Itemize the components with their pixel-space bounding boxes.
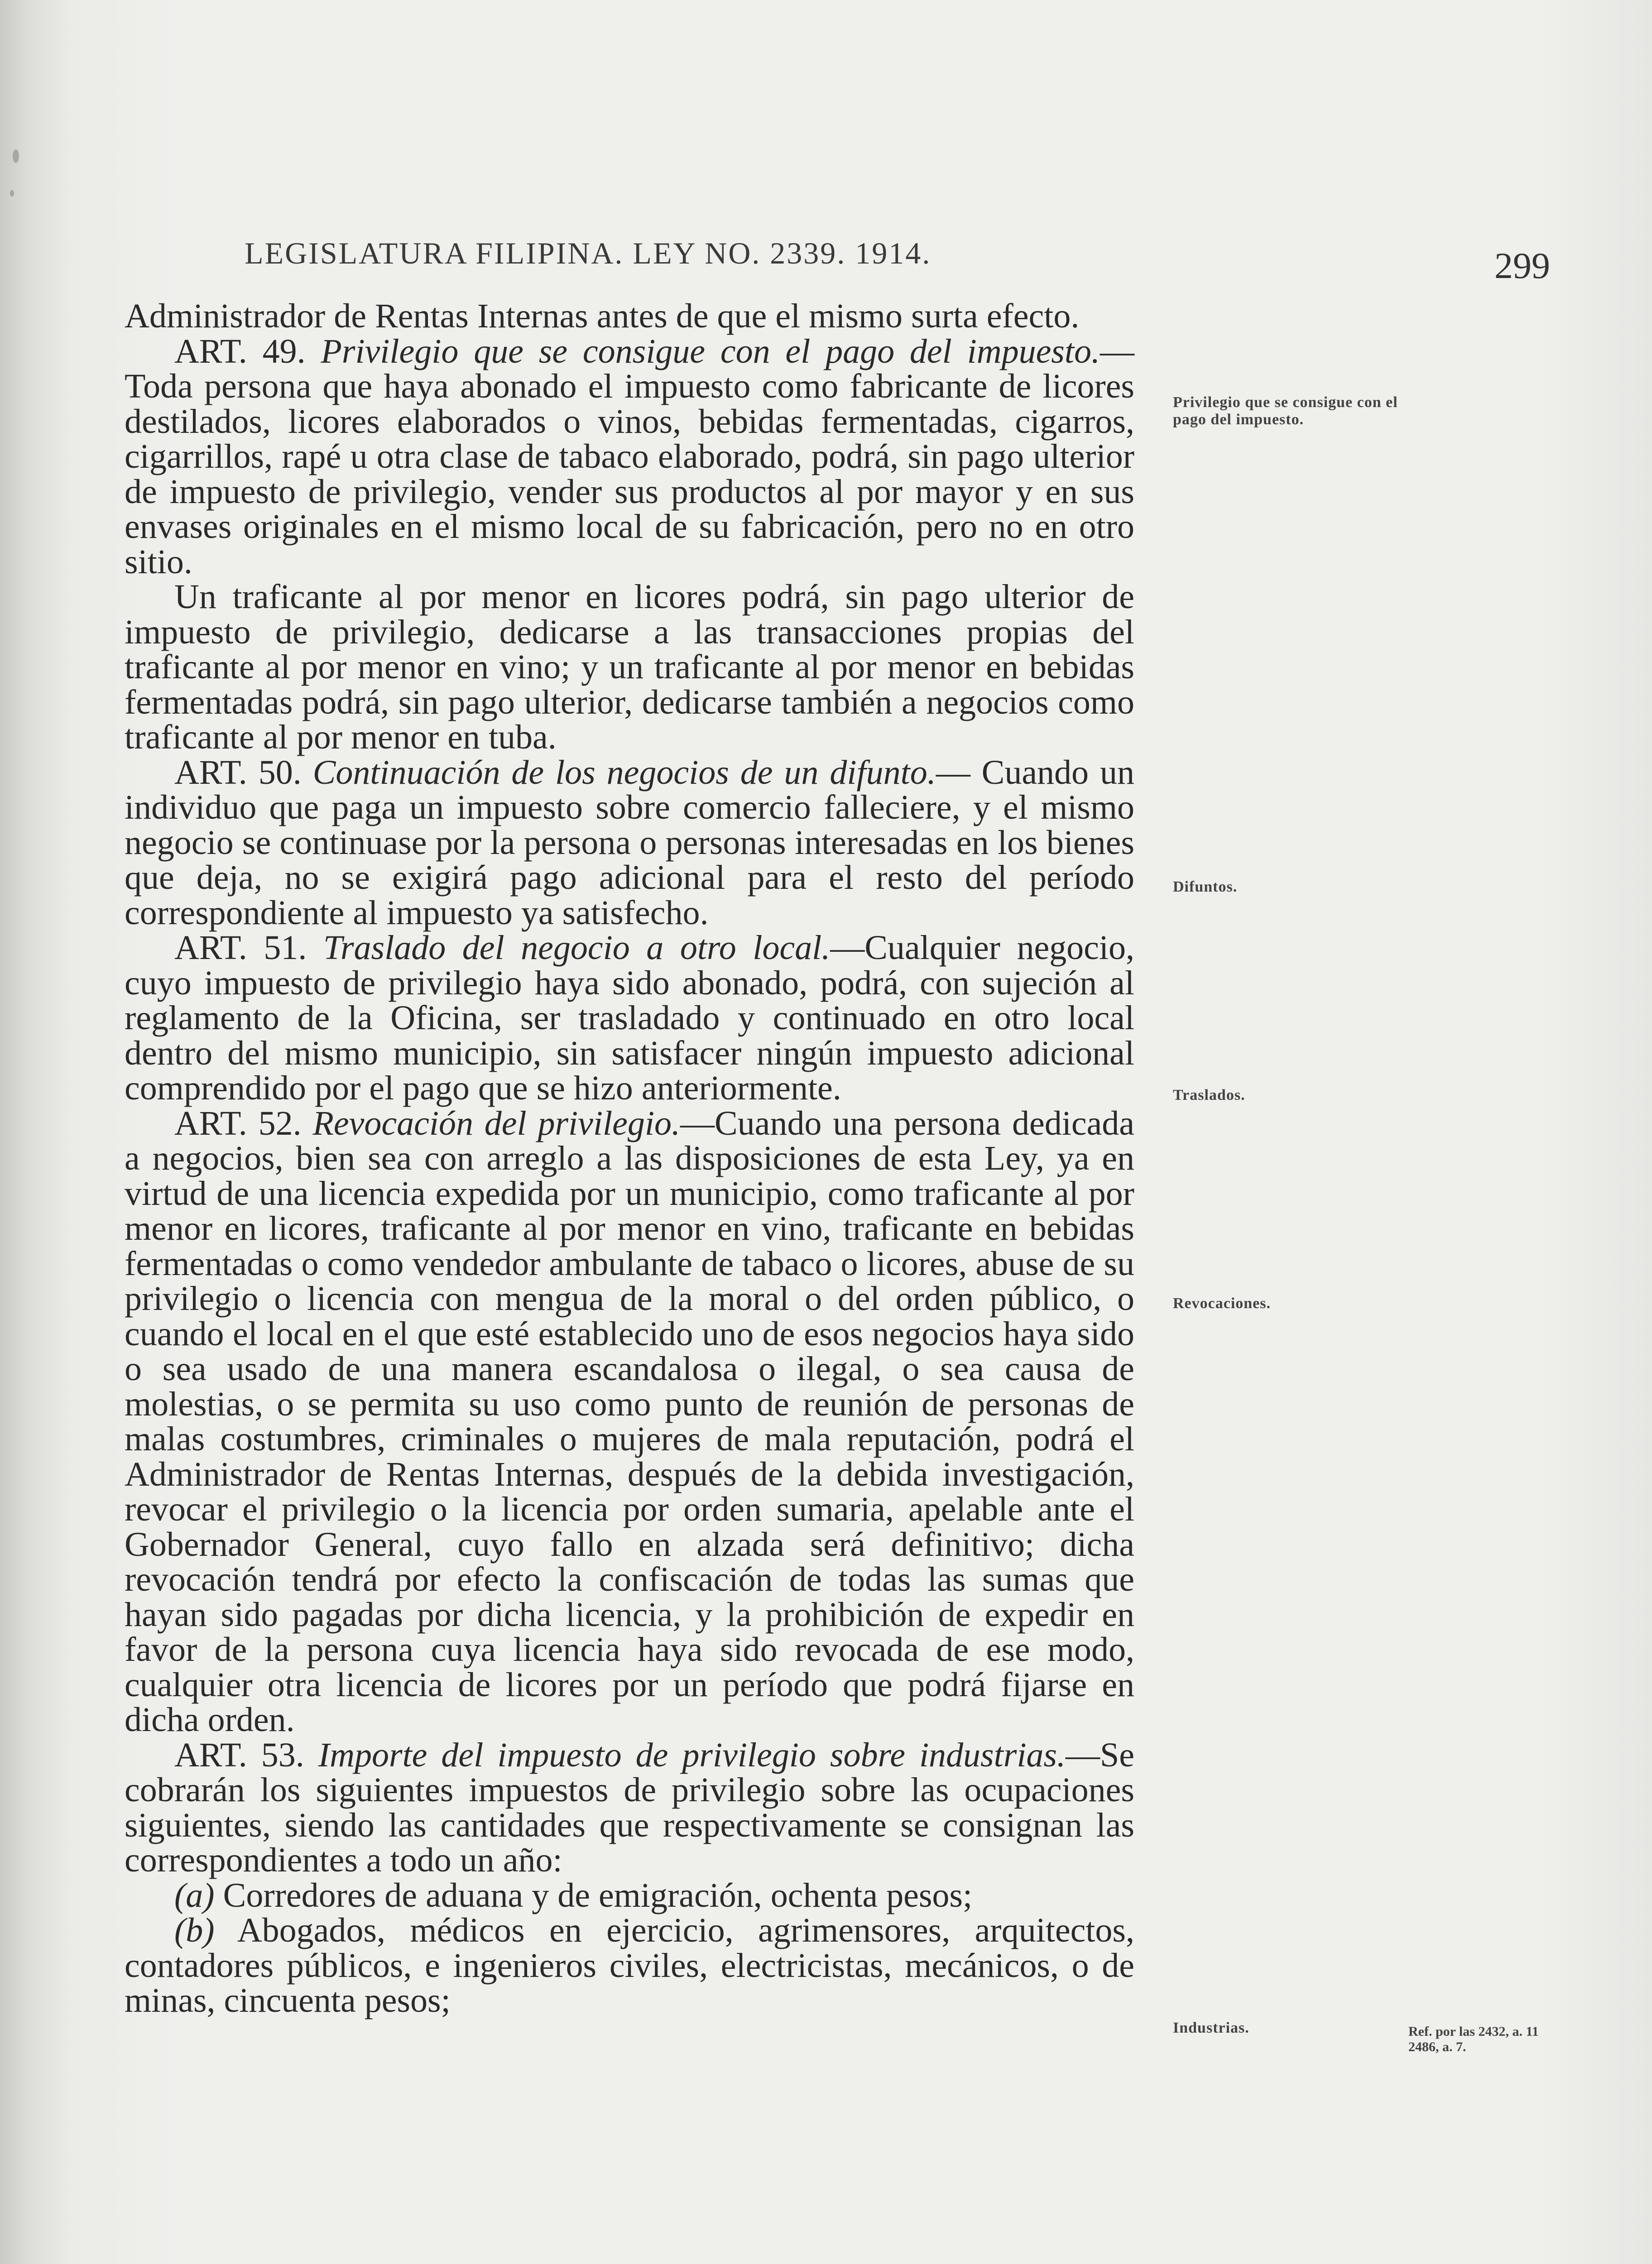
article-50 xyxy=(125,755,1134,931)
article-text: —Cuando una persona dedicada a negocios, bien sea con arreglo a las disposiciones de esta Ley, ya en virtud de una licencia expedida por un municipio, como traficante al por menor en licores, traficante al por menor en vino, traficante en bebidas fermentadas o como vendedor ambulante de tabaco o licores, abuse de su privilegio o licencia con mengua de la moral o del orden público, o cuando el local en el que esté establecido uno de esos negocios haya sido o sea usado de una manera escandalosa o ilegal, o sea causa de molestias, o se permita su uso como punto de reunión de personas de malas costumbres, criminales o mujeres de mala reputación, podrá el Administrador de Rentas Internas, después de la debida investigación, revocar el privilegio o la licencia por orden sumaria, apelable ante el Gobernador General, cuyo fallo en alzada será definitivo; dicha revocación tendrá por efecto la confiscación de todas las sumas que hayan sido pagadas por dicha licencia, y la prohibición de expedir en favor de la persona cuya licencia haya sido revocada de ese modo, cualquier otra licencia de licores por un período que podrá fijarse en dicha orden. xyxy=(125,1104,1135,1739)
running-head: LEGISLATURA FILIPINA. LEY NO. 2339. 1914. xyxy=(245,236,932,270)
article-number: ART. 51. xyxy=(174,929,307,967)
page-smudge xyxy=(10,190,14,197)
paragraph xyxy=(125,580,1134,755)
article-number: ART. 50. xyxy=(174,753,302,791)
margin-note-revocaciones: Revocaciones. xyxy=(1173,1295,1271,1312)
page-number: 299 xyxy=(1494,245,1550,286)
list-text: Abogados, médicos en ejercicio, agrimensores, arquitectos, contadores públicos, e ingenieros civiles, electricistas, mecánicos, o de minas, cincuenta pesos; xyxy=(125,1911,1134,2019)
article-52 xyxy=(125,1106,1134,1738)
article-text: —Toda persona que haya abonado el impuesto como fabricante de licores destilados, licores elaborados o vinos, bebidas fermentadas, cigarros, cigarrillos, rapé u otra clase de tabaco elaborado, podrá, sin pago ulterior de impuesto de privilegio, vender sus productos al por mayor y en sus envases originales en el mismo local de su fabricación, pero no en otro sitio. xyxy=(125,332,1135,581)
list-label: (b) xyxy=(174,1911,215,1949)
article-heading: Revocación del privilegio. xyxy=(312,1104,680,1142)
article-heading: Continuación de los negocios de un difunto. xyxy=(312,753,936,791)
list-text: Corredores de aduana y de emigración, ochenta pesos; xyxy=(214,1876,973,1914)
page-smudge xyxy=(13,149,19,163)
article-heading: Traslado del negocio a otro local. xyxy=(323,929,831,967)
article-text: —Cualquier negocio, cuyo impuesto de privilegio haya sido abonado, podrá, con sujeción al reglamento de la Oficina, ser trasladado y continuado en otro local dentro del mismo municipio, sin satisfacer ningún impuesto adicional comprendido por el pago que se hizo anteriormente. xyxy=(125,929,1135,1107)
article-number: ART. 49. xyxy=(174,332,306,370)
list-item-a xyxy=(125,1878,1134,1914)
margin-note-reference: Ref. por las 2432, a. 11 2486, a. 7. xyxy=(1408,2024,1539,2054)
paragraph-text: Un traficante al por menor en licores podrá, sin pago ulterior de impuesto de privilegio, dedicarse a las transacciones propias del traficante al por menor en vino; y un traficante al por menor en bebidas fermentadas podrá, sin pago ulterior, dedicarse también a negocios como traficante al por menor en tuba. xyxy=(125,578,1134,756)
paragraph-text: Administrador de Rentas Internas antes de que el mismo surta efecto. xyxy=(125,297,1080,335)
margin-note-industrias: Industrias. xyxy=(1173,2019,1249,2036)
article-number: ART. 52. xyxy=(174,1104,302,1142)
list-item-b xyxy=(125,1913,1134,2019)
body-text xyxy=(125,299,1134,2019)
article-number: ART. 53. xyxy=(174,1736,304,1774)
article-53 xyxy=(125,1738,1134,1878)
list-label: (a) xyxy=(174,1876,215,1914)
article-51 xyxy=(125,931,1134,1106)
margin-note-difuntos: Difuntos. xyxy=(1173,878,1238,895)
article-text: —Se cobrarán los siguientes impuestos de privilegio sobre las ocupaciones siguientes, siendo las cantidades que respectivamente se consignan las correspondientes a todo un año: xyxy=(125,1736,1135,1879)
article-text: — Cuando un individuo que paga un impuesto sobre comercio falleciere, y el mismo negocio se continuase por la persona o personas interesadas en los bienes que deja, no se exigirá pago adicional para el resto del período correspondiente al impuesto ya satisfecho. xyxy=(125,753,1134,932)
article-heading: Privilegio que se consigue con el pago del impuesto. xyxy=(321,332,1100,370)
margin-note-traslados: Traslados. xyxy=(1173,1087,1245,1103)
margin-note-privilegio: Privilegio que se consigue con el pago del impuesto. xyxy=(1173,394,1398,428)
article-heading: Importe del impuesto de privilegio sobre industrias. xyxy=(318,1736,1066,1774)
paragraph xyxy=(125,299,1134,334)
article-49 xyxy=(125,334,1134,580)
